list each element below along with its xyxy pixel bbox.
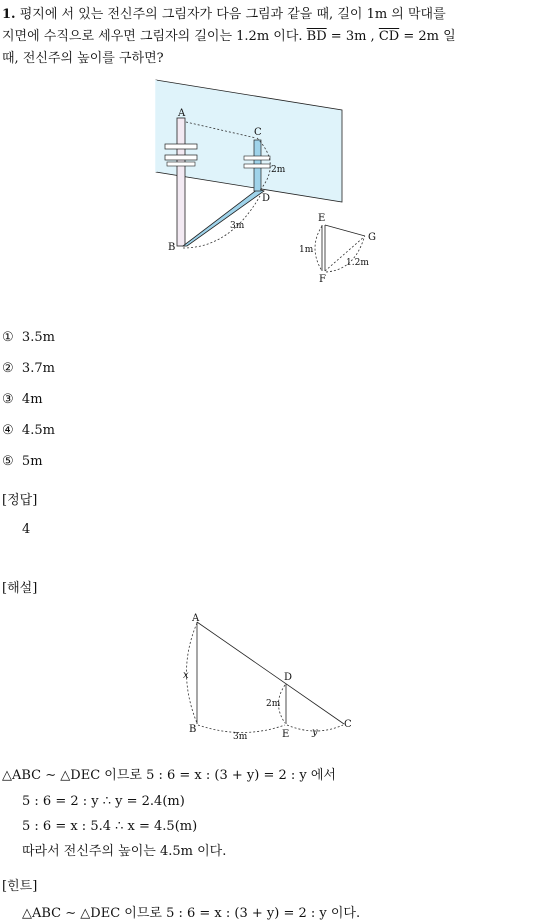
choice-1[interactable] (2, 329, 55, 346)
label-a: A (178, 108, 186, 119)
choice-2-text: 3.7m (21, 361, 55, 376)
problem-line-1 (2, 6, 446, 23)
sol-len-de: 2m (266, 699, 281, 709)
choice-4-num: ④ (2, 423, 14, 438)
problem-text-1: 평지에 서 있는 전신주의 그림자가 다음 그림과 같을 때, 길이 1m 의 막대를 (19, 7, 446, 22)
choice-3[interactable] (2, 391, 43, 408)
len-bd: 3m (230, 221, 245, 231)
choice-1-num: ① (2, 330, 14, 345)
pole-crossarm-1 (165, 144, 197, 149)
ray-eg (325, 225, 365, 236)
cd-equation: = 2m 일 (399, 29, 456, 44)
pole-crossarm-3 (167, 162, 195, 166)
problem-figure (150, 76, 390, 288)
sol-label-a: A (192, 613, 200, 624)
problem-line-2 (2, 28, 456, 45)
problem-text-2: 지면에 수직으로 세우면 그림자의 길이는 1.2m 이다. (2, 29, 303, 44)
answer-header: [정답] (2, 493, 38, 508)
sol-var-y: y (312, 727, 318, 738)
problem-line-3: 때, 전신주의 높이를 구하면? (2, 51, 164, 66)
sol-label-b: B (189, 724, 197, 735)
problem-number: 1. (2, 7, 16, 22)
choice-3-text: 4m (21, 392, 43, 407)
segment-cd: $\overline{CD}$ (378, 29, 400, 44)
len-fg: 1.2m (346, 258, 369, 268)
sol-var-x: x (183, 670, 189, 681)
solution-header: [해설] (2, 581, 38, 596)
label-d: D (262, 193, 271, 204)
sol-len-be: 3m (233, 732, 248, 742)
sol-label-d: D (284, 672, 293, 683)
solution-line-3: 5 : 6 = x : 5.4 ∴ x = 4.5(m) (22, 819, 198, 834)
choice-5-num: ⑤ (2, 454, 14, 469)
solution-figure (180, 612, 360, 742)
answer-value: 4 (22, 522, 31, 537)
bd-equation: = 3m , (326, 29, 375, 44)
choice-1-text: 3.5m (21, 330, 55, 345)
shadow-crossarm-1 (244, 156, 270, 160)
len-ef: 1m (299, 245, 314, 255)
ground-shadow (183, 189, 264, 246)
choice-4[interactable] (2, 422, 55, 439)
choice-4-text: 4.5m (21, 423, 55, 438)
label-c: C (254, 127, 262, 138)
label-f: F (319, 274, 326, 285)
solution-line-4: 따라서 전신주의 높이는 4.5m 이다. (22, 844, 227, 859)
label-e: E (318, 213, 326, 224)
ef-arc (315, 226, 322, 271)
len-cd: 2m (271, 165, 286, 175)
choice-5[interactable] (2, 453, 43, 470)
shadow-crossarm-2 (244, 164, 270, 168)
utility-pole (177, 118, 185, 246)
segment-bd: $\overline{BD}$ (306, 29, 327, 44)
sol-label-e: E (282, 729, 290, 740)
solution-line-2: 5 : 6 = 2 : y ∴ y = 2.4(m) (22, 794, 185, 809)
solution-line-1: △ABC ∼ △DEC 이므로 5 : 6 = x : (3 + y) = 2 : y 에서 (2, 768, 336, 783)
choice-2-num: ② (2, 361, 14, 376)
sol-label-c: C (344, 719, 352, 730)
hint-header: [힌트] (2, 879, 38, 894)
choice-2[interactable] (2, 360, 55, 377)
choice-5-text: 5m (21, 454, 43, 469)
label-g: G (368, 232, 376, 243)
pole-crossarm-2 (165, 155, 197, 160)
label-b: B (168, 242, 176, 253)
hint-line-1: △ABC ∼ △DEC 이므로 5 : 6 = x : (3 + y) = 2 : y 이다. (22, 906, 361, 921)
choice-3-num: ③ (2, 392, 14, 407)
